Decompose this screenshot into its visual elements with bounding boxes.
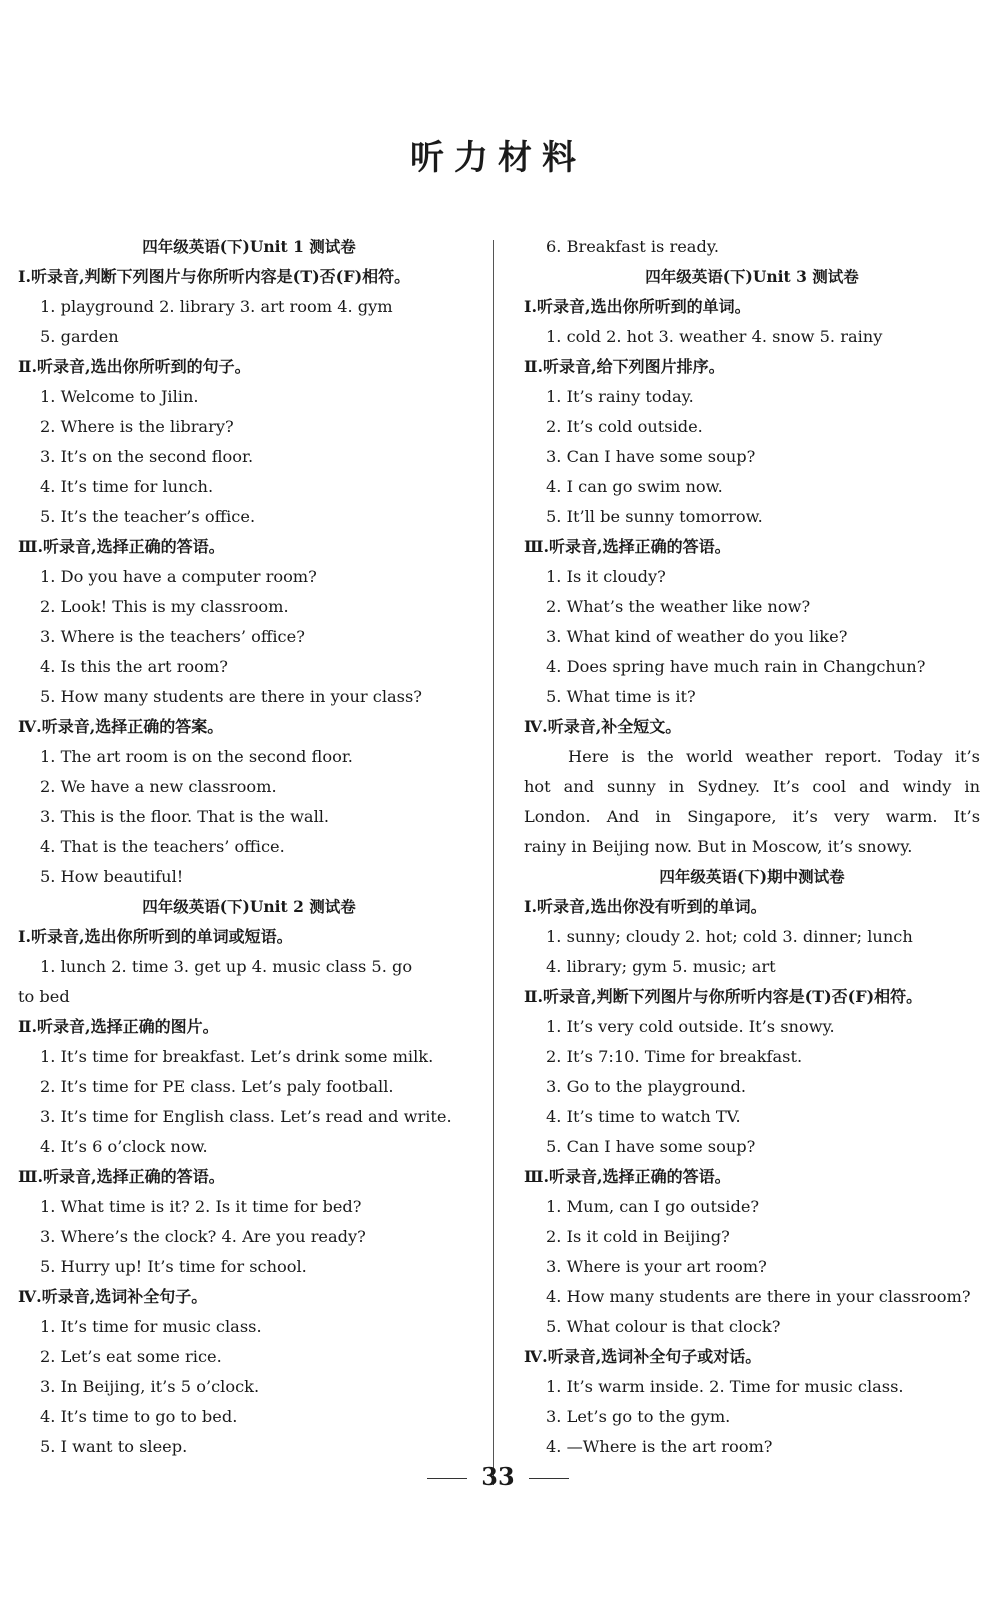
question-item: 3. This is the floor. That is the wall. (40, 807, 330, 826)
question-item: 2. It’s time for PE class. Let’s paly football. (40, 1077, 394, 1096)
question-item: 4. Does spring have much rain in Changchun? (546, 657, 926, 676)
question-item: 1. Is it cloudy? (546, 567, 666, 586)
question-item: 5. It’s the teacher’s office. (40, 507, 256, 526)
question-instruction: Ⅲ.听录音,选择正确的答语。 (524, 1167, 731, 1186)
question-item: 1. What time is it? 2. Is it time for bed? (40, 1197, 362, 1216)
page-title: 听力材料 (410, 138, 586, 178)
question-item: 3. Where’s the clock? 4. Are you ready? (40, 1227, 366, 1246)
question-item: 4. It’s time to watch TV. (546, 1107, 741, 1126)
question-item: 5. garden (40, 327, 119, 346)
question-item: 3. It’s on the second floor. (40, 447, 254, 466)
question-item: 3. Let’s go to the gym. (546, 1407, 731, 1426)
question-item: 2. Look! This is my classroom. (40, 597, 289, 616)
question-item: 5. What colour is that clock? (546, 1317, 781, 1336)
question-instruction: Ⅳ.听录音,补全短文。 (524, 717, 682, 736)
question-instruction: Ⅳ.听录音,选词补全句子。 (18, 1287, 208, 1306)
section-heading: 四年级英语(下)期中测试卷 (659, 867, 845, 886)
question-item: 6. Breakfast is ready. (546, 237, 719, 256)
question-item: 4. How many students are there in your classroom? (546, 1287, 971, 1306)
question-item: 1. Do you have a computer room? (40, 567, 317, 586)
question-item: 5. What time is it? (546, 687, 696, 706)
question-item: 1. sunny; cloudy 2. hot; cold 3. dinner; lunch (546, 927, 913, 946)
question-item: 5. How many students are there in your class? (40, 687, 422, 706)
question-instruction: Ⅰ.听录音,判断下列图片与你所听内容是(T)否(F)相符。 (18, 267, 411, 286)
question-item: 2. Where is the library? (40, 417, 234, 436)
question-item: 4. That is the teachers’ office. (40, 837, 285, 856)
question-item: 5. It’ll be sunny tomorrow. (546, 507, 763, 526)
question-instruction: Ⅱ.听录音,选出你所听到的句子。 (18, 357, 251, 376)
dash-right (529, 1478, 569, 1479)
question-item: 1. The art room is on the second floor. (40, 747, 353, 766)
question-item: 1. It’s very cold outside. It’s snowy. (546, 1017, 835, 1036)
passage-line: hot and sunny in Sydney. It’s cool and windy in (524, 777, 980, 796)
question-item: 1. It’s time for music class. (40, 1317, 262, 1336)
question-item: 2. It’s cold outside. (546, 417, 703, 436)
question-item: 2. What’s the weather like now? (546, 597, 811, 616)
question-instruction: Ⅲ.听录音,选择正确的答语。 (18, 537, 225, 556)
question-item: 4. I can go swim now. (546, 477, 723, 496)
left-column (18, 232, 480, 1462)
question-item: 3. Go to the playground. (546, 1077, 747, 1096)
question-item: 4. Is this the art room? (40, 657, 228, 676)
question-item: 1. lunch 2. time 3. get up 4. music class 5. go (40, 957, 413, 976)
dash-left (427, 1478, 467, 1479)
question-item: 1. Mum, can I go outside? (546, 1197, 760, 1216)
question-instruction: Ⅰ.听录音,选出你没有听到的单词。 (524, 897, 767, 916)
question-item: 3. In Beijing, it’s 5 o’clock. (40, 1377, 260, 1396)
question-item: 2. Is it cold in Beijing? (546, 1227, 730, 1246)
question-item: 5. Can I have some soup? (546, 1137, 756, 1156)
passage-line: London. And in Singapore, it’s very warm. It’s (524, 807, 980, 826)
question-instruction: Ⅰ.听录音,选出你所听到的单词或短语。 (18, 927, 293, 946)
text-line: to bed (18, 987, 70, 1006)
question-instruction: Ⅱ.听录音,判断下列图片与你所听内容是(T)否(F)相符。 (524, 987, 923, 1006)
question-instruction: Ⅱ.听录音,选择正确的图片。 (18, 1017, 219, 1036)
section-heading: 四年级英语(下)Unit 3 测试卷 (645, 267, 859, 286)
question-instruction: Ⅲ.听录音,选择正确的答语。 (18, 1167, 225, 1186)
question-item: 2. It’s 7:10. Time for breakfast. (546, 1047, 803, 1066)
question-item: 1. cold 2. hot 3. weather 4. snow 5. rainy (546, 327, 883, 346)
question-item: 5. I want to sleep. (40, 1437, 188, 1456)
question-item: 3. Can I have some soup? (546, 447, 756, 466)
question-instruction: Ⅰ.听录音,选出你所听到的单词。 (524, 297, 751, 316)
question-item: 3. It’s time for English class. Let’s read and write. (40, 1107, 452, 1126)
question-item: 5. How beautiful! (40, 867, 184, 886)
question-item: 3. Where is the teachers’ office? (40, 627, 305, 646)
question-item: 1. Welcome to Jilin. (40, 387, 199, 406)
question-item: 4. It’s 6 o’clock now. (40, 1137, 208, 1156)
question-item: 4. It’s time for lunch. (40, 477, 214, 496)
question-item: 4. —Where is the art room? (546, 1437, 773, 1456)
page-number-text: 33 (481, 1462, 515, 1491)
passage-line: Here is the world weather report. Today it’s (568, 747, 980, 766)
question-item: 2. Let’s eat some rice. (40, 1347, 222, 1366)
column-divider (493, 240, 494, 1485)
question-instruction: Ⅲ.听录音,选择正确的答语。 (524, 537, 731, 556)
section-heading: 四年级英语(下)Unit 1 测试卷 (142, 237, 356, 256)
question-item: 2. We have a new classroom. (40, 777, 277, 796)
section-heading: 四年级英语(下)Unit 2 测试卷 (142, 897, 356, 916)
right-column (524, 232, 980, 1462)
question-item: 1. It’s rainy today. (546, 387, 694, 406)
question-instruction: Ⅳ.听录音,选择正确的答案。 (18, 717, 224, 736)
question-instruction: Ⅱ.听录音,给下列图片排序。 (524, 357, 725, 376)
question-item: 1. playground 2. library 3. art room 4. gym (40, 297, 393, 316)
question-item: 4. library; gym 5. music; art (546, 957, 776, 976)
question-item: 5. Hurry up! It’s time for school. (40, 1257, 307, 1276)
question-item: 3. What kind of weather do you like? (546, 627, 848, 646)
question-instruction: Ⅳ.听录音,选词补全句子或对话。 (524, 1347, 762, 1366)
question-item: 3. Where is your art room? (546, 1257, 767, 1276)
page-number (0, 1462, 996, 1491)
question-item: 1. It’s warm inside. 2. Time for music class. (546, 1377, 904, 1396)
question-item: 4. It’s time to go to bed. (40, 1407, 238, 1426)
question-item: 1. It’s time for breakfast. Let’s drink some milk. (40, 1047, 434, 1066)
passage-line: rainy in Beijing now. But in Moscow, it’s snowy. (524, 837, 913, 856)
